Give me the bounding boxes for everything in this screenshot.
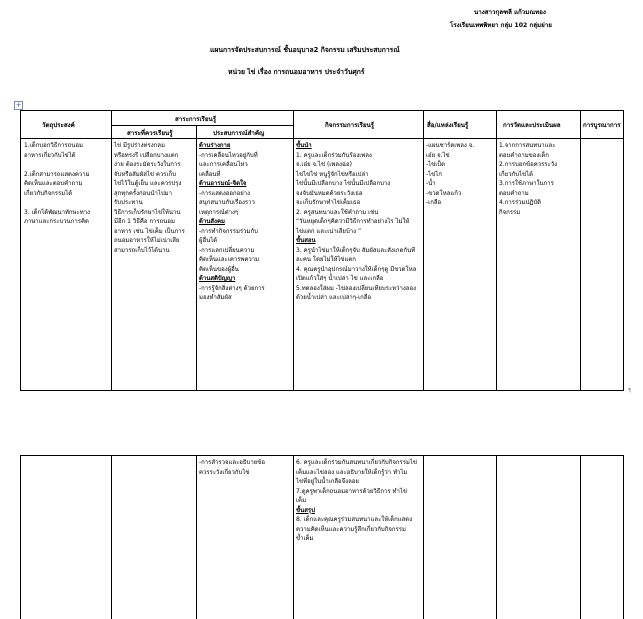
act-main-title: ขั้นสอน xyxy=(296,237,316,244)
header-content-exp: ประสบการณ์สำคัญ xyxy=(213,130,265,137)
header-content: สาระการเรียนรู้ xyxy=(175,116,217,123)
plan-title: แผนการจัดประสบการณ์ ชั้นอนุบาล2 กิจกรรม เสริมประสบการณ์ xyxy=(210,46,400,54)
exp-continued: -การสำรวจและอธิบายข้อ ควรระวังเกี่ยวกับไข่ xyxy=(199,459,265,476)
header-integration: การบูรณาการ xyxy=(583,122,621,129)
exp-social: -การทำกิจกรรมร่วมกับ ผู้อื่นได้ -การแลกเปลี่ยนความ คิดเห็นและเคารพความ คิดเห็นของผู้อื่น xyxy=(199,227,260,273)
experience-cell xyxy=(199,141,293,303)
act-summary-title: ขั้นสรุป xyxy=(296,506,315,514)
exp-physical-title: ด้านร่างกาย xyxy=(199,142,231,149)
exp-emotional: -การแสดงออกอย่าง สนุกสนานกับเรื่องราว เหตุการณ์ต่างๆ xyxy=(199,189,255,216)
exp-intellect: -การรู้จักสิ่งต่างๆ ด้วยการ มองทำสัมผัส xyxy=(199,284,265,301)
paragraph-mark-icon: ¶ xyxy=(628,388,632,394)
activities-cell xyxy=(296,141,423,303)
act-continued: 6. ครูและเด็กร่วมกันสนทนาเกี่ยวกับกิจกรรมไข่ เค็มและไข่ลอง และอธิบายให้เด็กรู้ว่า ทำไม ไข่ที่อยู่ในน้ำเกลือจึงลอย 7.ดูครูพาเด็กถนอมอาหารด้วยวิธีการ ทำไข่ เค็ม xyxy=(296,459,417,504)
media-cell: -แผนชาร์ตเพลง จ. เอ๋ย จ.ไข่ -ไข่เป็ด -ไข่ไก่ -น้ำ -ขวดโหลแก้ว -เกลือ xyxy=(426,142,475,206)
header-evaluation: การวัดและประเมินผล xyxy=(503,122,561,129)
header-objective: วัตถุประสงค์ xyxy=(42,122,75,129)
act-intro: 1. ครูและเด็กร่วมกันร้องเพลง จ.เอ๋ย จ.ไข่ (เพลงฉ่อ) ไข่ไข่ไข่ หนูรู้จักไข่หรือเปล่า ไข่นั้นมีเปลือกบาง ไข่นั้นมีเปลือกบาง จงจับมันหมดด้วยระวังเธอ จะเก็บรักษาทำไข่เค็มเธอ 2. ครูสนทนาและใช้คำถาม เช่น “วันหยุดเด็กๆคิดว่ามีวิธีการทำอย่างไร ไม่ให้ ไข่แตก และเน่าเสียบ้าง ” xyxy=(296,151,410,235)
header-media: สื่อ/แหล่งเรียนรู้ xyxy=(427,122,469,129)
header-content-learn: สาระที่ควรเรียนรู้ xyxy=(127,130,173,137)
objectives-cell: 1.เด็กบอกวิธีการถนอม อาหารเกี่ยวกับไข่ได้ 2.เด็กสามารถแสดงความ คิดเห็นและตอบคำถาม เกี่ยวกับกิจกรรมได้ 3. เด็กได้พัฒนาทักษะทาง ภาษาและกระบวนการคิด xyxy=(24,142,90,225)
act-main: 3. ครูนำไข่มาให้เด็กๆจับ สัมผัสและสังเกตกันที ละคน โดยไม่ให้ไข่แตก 4. คุณครูนำอุปกรณ์มาวางให้เด็กๆดู มีขวดโหล เปิดแก้วใส่ๆ น้ำเปล่า ไข่ และเกลือ 5.ทดลองใส่ผม -ไข่ลองเปลี่ยนเทียบระหว่างลอง ด้วยน้ำเปล่า และเปล่าๆ-เกลือ xyxy=(296,246,417,301)
unit-title: หน่วย ไข่ เรื่อง การถนอมอาหาร ประจำวันศุกร์ xyxy=(228,68,365,76)
evaluation-cell: 1.จากการสนทนาและ ตอบคำถามของเด็ก 2.การบอกข้อควรระวัง เกี่ยวกับไข่ได้ 3.การใช้ภาษาในการ ตอบคำถาม 4.การร่วมปฏิบัติ กิจกรรม xyxy=(499,142,558,216)
header-activities: กิจกรรมการเรียนรู้ xyxy=(325,122,375,129)
act-intro-title: ขั้นนำ xyxy=(296,142,312,149)
exp-intellect-title: ด้านสติปัญญา xyxy=(199,275,236,282)
exp-emotional-title: ด้านอารมณ์-จิตใจ xyxy=(199,180,247,187)
content-learn-cell: ไข่ มีรูปร่างทรงกลม หรือทรงรี เปลือกบางแตก ง่าย ต้องระมัดระวังในการ จับหรือสัมผัสไข่ ควรเก็บ ไข่ไว้ในตู้เย็น และควรปรุง สุกทุกครั้งก่อนนำไปมา รับประทาน วิธีการเก็บรักษาไข่ให้นาน มีอีก 1 วิธีคือ การถนอม อาหาร เช่น ไข่เค็ม เป็นการ ถนอมอาหารให้ไม่เน่าเสีย สามารถเก็บไว้ได้นาน xyxy=(114,142,185,254)
school-name: โรงเรียนเทพพิทยา กลุ่ม 102 กลุ่มย่าย xyxy=(450,22,552,29)
exp-social-title: ด้านสังคม xyxy=(199,218,225,225)
author-name: นางสาวกุลฑลี แก้วมณทอง xyxy=(474,9,546,16)
table-move-handle-icon[interactable]: + xyxy=(15,101,22,109)
exp-physical: -การเคลื่อนไหวอยู่กับที่ และการเคลื่อนไหว เคลื่อนที่ xyxy=(199,151,258,178)
activities-continued xyxy=(296,458,423,544)
act-summary: 8. เด็กและคุณครูร่วมสนทนาและให้เด็กแสดง ความคิดเห็นและความรู้สึกเกี่ยวกับกิจกรรม ข้ำเค็ม xyxy=(296,516,413,542)
